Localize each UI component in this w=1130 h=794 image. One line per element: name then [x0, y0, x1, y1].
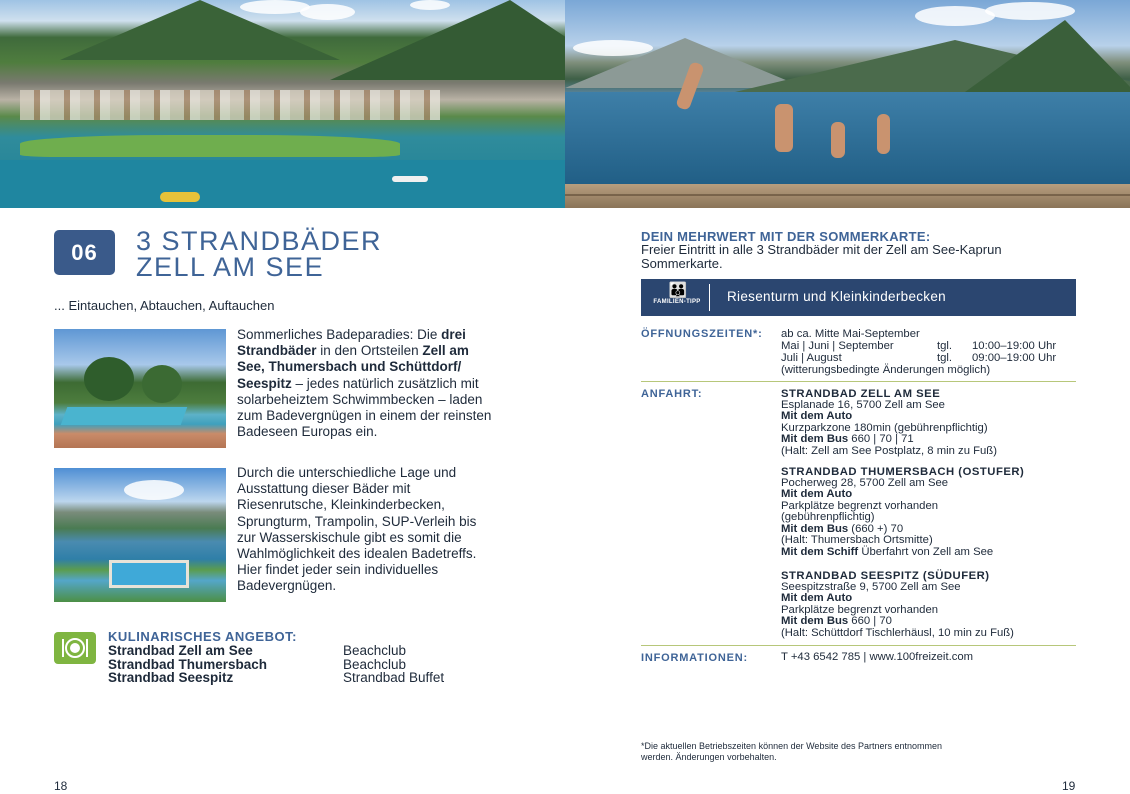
anfahrt-line	[781, 547, 993, 559]
page-number-left: 18	[54, 779, 68, 793]
text-run: (Halt: Schüttdorf Tischlerhäusl, 10 min zu Fuß)	[781, 626, 1014, 639]
anfahrt-label: ANFAHRT:	[641, 388, 703, 400]
title-line-1: 3 STRANDBÄDER	[136, 226, 383, 256]
kul-value: Beachclub	[343, 643, 407, 658]
kul-name: Strandbad Thumersbach	[108, 657, 268, 672]
bold-text: Mit dem Auto	[781, 410, 853, 422]
text-run: 660 | 70 | 71	[848, 433, 914, 445]
anfahrt-line	[781, 628, 1014, 640]
photo-lake-pool-aerial	[54, 468, 226, 602]
text-run: – jedes natürlich zusätzlich mit solarbeheiztem Schwimmbecken – laden zum Badevergnügen in einem der reinsten Badeseen Europas ein.	[237, 375, 492, 440]
oeffnung-row2-mid: tgl.	[937, 352, 953, 364]
bold-text: Mit dem Bus	[781, 615, 849, 627]
text-run: Seespitzstraße 9, 5700 Zell am See	[781, 580, 961, 593]
kulinarisch-title: KULINARISCHES ANGEBOT:	[108, 629, 297, 644]
intro-paragraph	[237, 327, 497, 440]
oeffnung-row1-mid: tgl.	[937, 340, 953, 352]
oeffnung-line: ab ca. Mitte Mai-September	[781, 328, 920, 340]
divider	[709, 284, 710, 311]
text-run: in den Ortsteilen	[316, 343, 423, 359]
description-paragraph: Durch die unterschiedliche Lage und Ausstattung dieser Bäder mit Riesenrutsche, Kleinkinderbecken, Sprungturm, Trampolin, SUP-Verleih bis zur Wasserskischule gibt es somit die Wahlmöglichkeit des idealen Badetreffs. Hier findet jeder sein individuelles Badevergnügen.	[237, 465, 477, 594]
divider	[641, 381, 1076, 382]
divider	[641, 645, 1076, 646]
text-run: (Halt: Zell am See Postplatz, 8 min zu Fuß)	[781, 444, 997, 457]
text-run: Pocherweg 28, 5700 Zell am See	[781, 476, 949, 489]
text-run: Esplanade 16, 5700 Zell am See	[781, 398, 945, 411]
kul-value: Strandbad Buffet	[343, 670, 445, 685]
oeffnung-row1-left: Mai | Juni | September	[781, 340, 894, 352]
info-label: INFORMATIONEN:	[641, 652, 748, 664]
info-text: T +43 6542 785 | www.100freizeit.com	[781, 651, 974, 663]
hero-photo-strandbad-aerial	[0, 0, 565, 208]
anfahrt-section-head: STRANDBAD ZELL AM SEE	[781, 388, 941, 400]
familie-text: Riesenturm und Kleinkinderbecken	[727, 289, 946, 304]
bold-text: Mit dem Auto	[781, 488, 853, 500]
subtitle: ... Eintauchen, Abtauchen, Auftauchen	[54, 298, 275, 313]
text-run: Überfahrt von Zell am See	[858, 545, 994, 558]
oeffnung-label: ÖFFNUNGSZEITEN*:	[641, 328, 763, 340]
text-run: Parkplätze begrenzt vorhanden	[781, 499, 939, 512]
text-run: Parkplätze begrenzt vorhanden	[781, 603, 939, 616]
kul-value: Beachclub	[343, 657, 407, 672]
bold-text: Mit dem Bus	[781, 522, 849, 535]
plate-cutlery-icon	[54, 632, 96, 664]
bold-text: Mit dem Auto	[781, 592, 853, 604]
text-run: 660 | 70	[848, 615, 892, 627]
kul-name: Strandbad Zell am See	[108, 643, 253, 658]
chapter-badge: 06	[54, 230, 115, 275]
text-run: (660 +) 70	[848, 522, 904, 535]
page-number-right: 19	[1062, 779, 1076, 793]
bold-text: Mit dem Schiff	[781, 545, 859, 558]
text-run: (gebührenpflichtig)	[781, 511, 875, 523]
oeffnung-note: (witterungsbedingte Änderungen möglich)	[781, 364, 991, 376]
mehrwert-title: DEIN MEHRWERT MIT DER SOMMERKARTE:	[641, 229, 931, 244]
title-line-2: ZELL AM SEE	[136, 252, 325, 282]
bold-text: Mit dem Bus	[781, 433, 849, 445]
familien-tipp-bar	[641, 279, 1076, 316]
anfahrt-section-head: STRANDBAD THUMERSBACH (OSTUFER)	[781, 466, 1025, 478]
page-title	[136, 228, 382, 280]
text-run: (Halt: Thumersbach Ortsmitte)	[781, 534, 933, 546]
oeffnung-row2-right: 09:00–19:00 Uhr	[972, 352, 1057, 364]
familie-label: FAMILIEN-TIPP	[653, 299, 701, 305]
text-run: Kurzparkzone 180min (gebührenpflichtig)	[781, 421, 988, 434]
anfahrt-section-head: STRANDBAD SEESPITZ (SÜDUFER)	[781, 570, 990, 582]
bold-text: Zell am See, Thumersbach und Schüttdorf/ Seespitz	[237, 343, 469, 391]
mehrwert-text: Freier Eintritt in alle 3 Strandbäder mit der Zell am See-Kaprun Sommerkarte.	[641, 242, 1002, 271]
kul-name: Strandbad Seespitz	[108, 670, 234, 685]
bold-text: drei Strandbäder	[237, 327, 466, 359]
oeffnung-row1-right: 10:00–19:00 Uhr	[972, 340, 1057, 352]
anfahrt-line	[781, 446, 997, 458]
text-run: Sommerliches Badeparadies: Die	[237, 327, 442, 342]
photo-pool-strandbad	[54, 329, 226, 448]
family-icon: 👪 FAMILIEN-TIPP	[653, 282, 701, 305]
oeffnung-row2-left: Juli | August	[781, 352, 842, 364]
footnote: *Die aktuellen Betriebszeiten können der Website des Partners entnommen werden. Änderungen vorbehalten.	[641, 741, 943, 762]
hero-photo-lake-jump	[565, 0, 1130, 208]
